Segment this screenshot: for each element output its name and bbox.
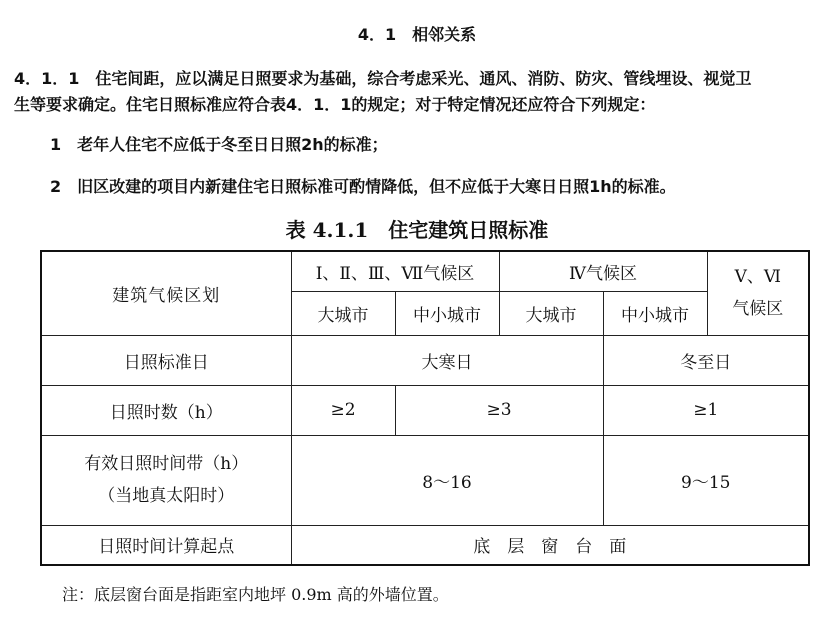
zone-group-3-line1: Ⅴ、Ⅵ — [734, 267, 781, 288]
zone-group-2-header: Ⅳ气候区 — [499, 251, 707, 291]
section-title: 4．1 相邻关系 — [357, 25, 477, 44]
zone-group-3-header — [707, 251, 809, 335]
hours-value-c: ≥1 — [603, 385, 809, 435]
list-item — [50, 132, 388, 155]
table-row — [41, 525, 809, 565]
small-city-header: 中小城市 — [603, 291, 707, 335]
climate-zone-header: 建筑气候区划 — [41, 251, 291, 335]
time-band-label-line2: （当地真太阳时） — [98, 486, 235, 506]
table-note: 注：底层窗台面是指距室内地坪 0.9m 高的外墙位置。 — [62, 585, 449, 604]
list-item-text: 旧区改建的项目内新建住宅日照标准可酌情降低，但不应低于大寒日日照1h的标准。 — [77, 177, 676, 196]
standard-day-label: 日照标准日 — [41, 335, 291, 385]
start-point-label: 日照时间计算起点 — [41, 525, 291, 565]
zone-group-3-line2: 气候区 — [732, 299, 784, 320]
start-point-value: 底 层 窗 台 面 — [291, 525, 809, 565]
time-band-value-b: 9～15 — [603, 435, 809, 525]
table-row — [41, 335, 809, 385]
hours-label: 日照时数（h） — [41, 385, 291, 435]
zone-group-1-header: Ⅰ、Ⅱ、Ⅲ、Ⅶ气候区 — [291, 251, 499, 291]
hours-value-b: ≥3 — [395, 385, 603, 435]
table-row — [41, 385, 809, 435]
list-item — [50, 174, 676, 197]
table-header-row — [41, 251, 809, 291]
time-band-label-line1: 有效日照时间带（h） — [84, 454, 249, 474]
small-city-header: 中小城市 — [395, 291, 499, 335]
large-city-header: 大城市 — [499, 291, 603, 335]
list-item-text: 老年人住宅不应低于冬至日日照2h的标准； — [77, 135, 388, 154]
time-band-value-a: 8～16 — [291, 435, 603, 525]
list-item-number: 2 — [50, 177, 62, 196]
large-city-header: 大城市 — [291, 291, 395, 335]
standard-day-winter: 冬至日 — [603, 335, 809, 385]
table-caption: 表 4.1.1 住宅建筑日照标准 — [285, 218, 549, 242]
list-item-number: 1 — [50, 135, 62, 154]
clause-text-line2: 生等要求确定。住宅日照标准应符合表4．1．1的规定；对于特定情况还应符合下列规定： — [14, 95, 656, 114]
sunlight-standard-table — [40, 250, 810, 566]
clause-text-line1: 4．1．1 住宅间距，应以满足日照要求为基础，综合考虑采光、通风、消防、防灾、管线埋设、视觉卫 — [14, 69, 752, 88]
table-row — [41, 435, 809, 525]
standard-day-cold: 大寒日 — [291, 335, 603, 385]
time-band-label — [41, 435, 291, 525]
hours-value-a: ≥2 — [291, 385, 395, 435]
